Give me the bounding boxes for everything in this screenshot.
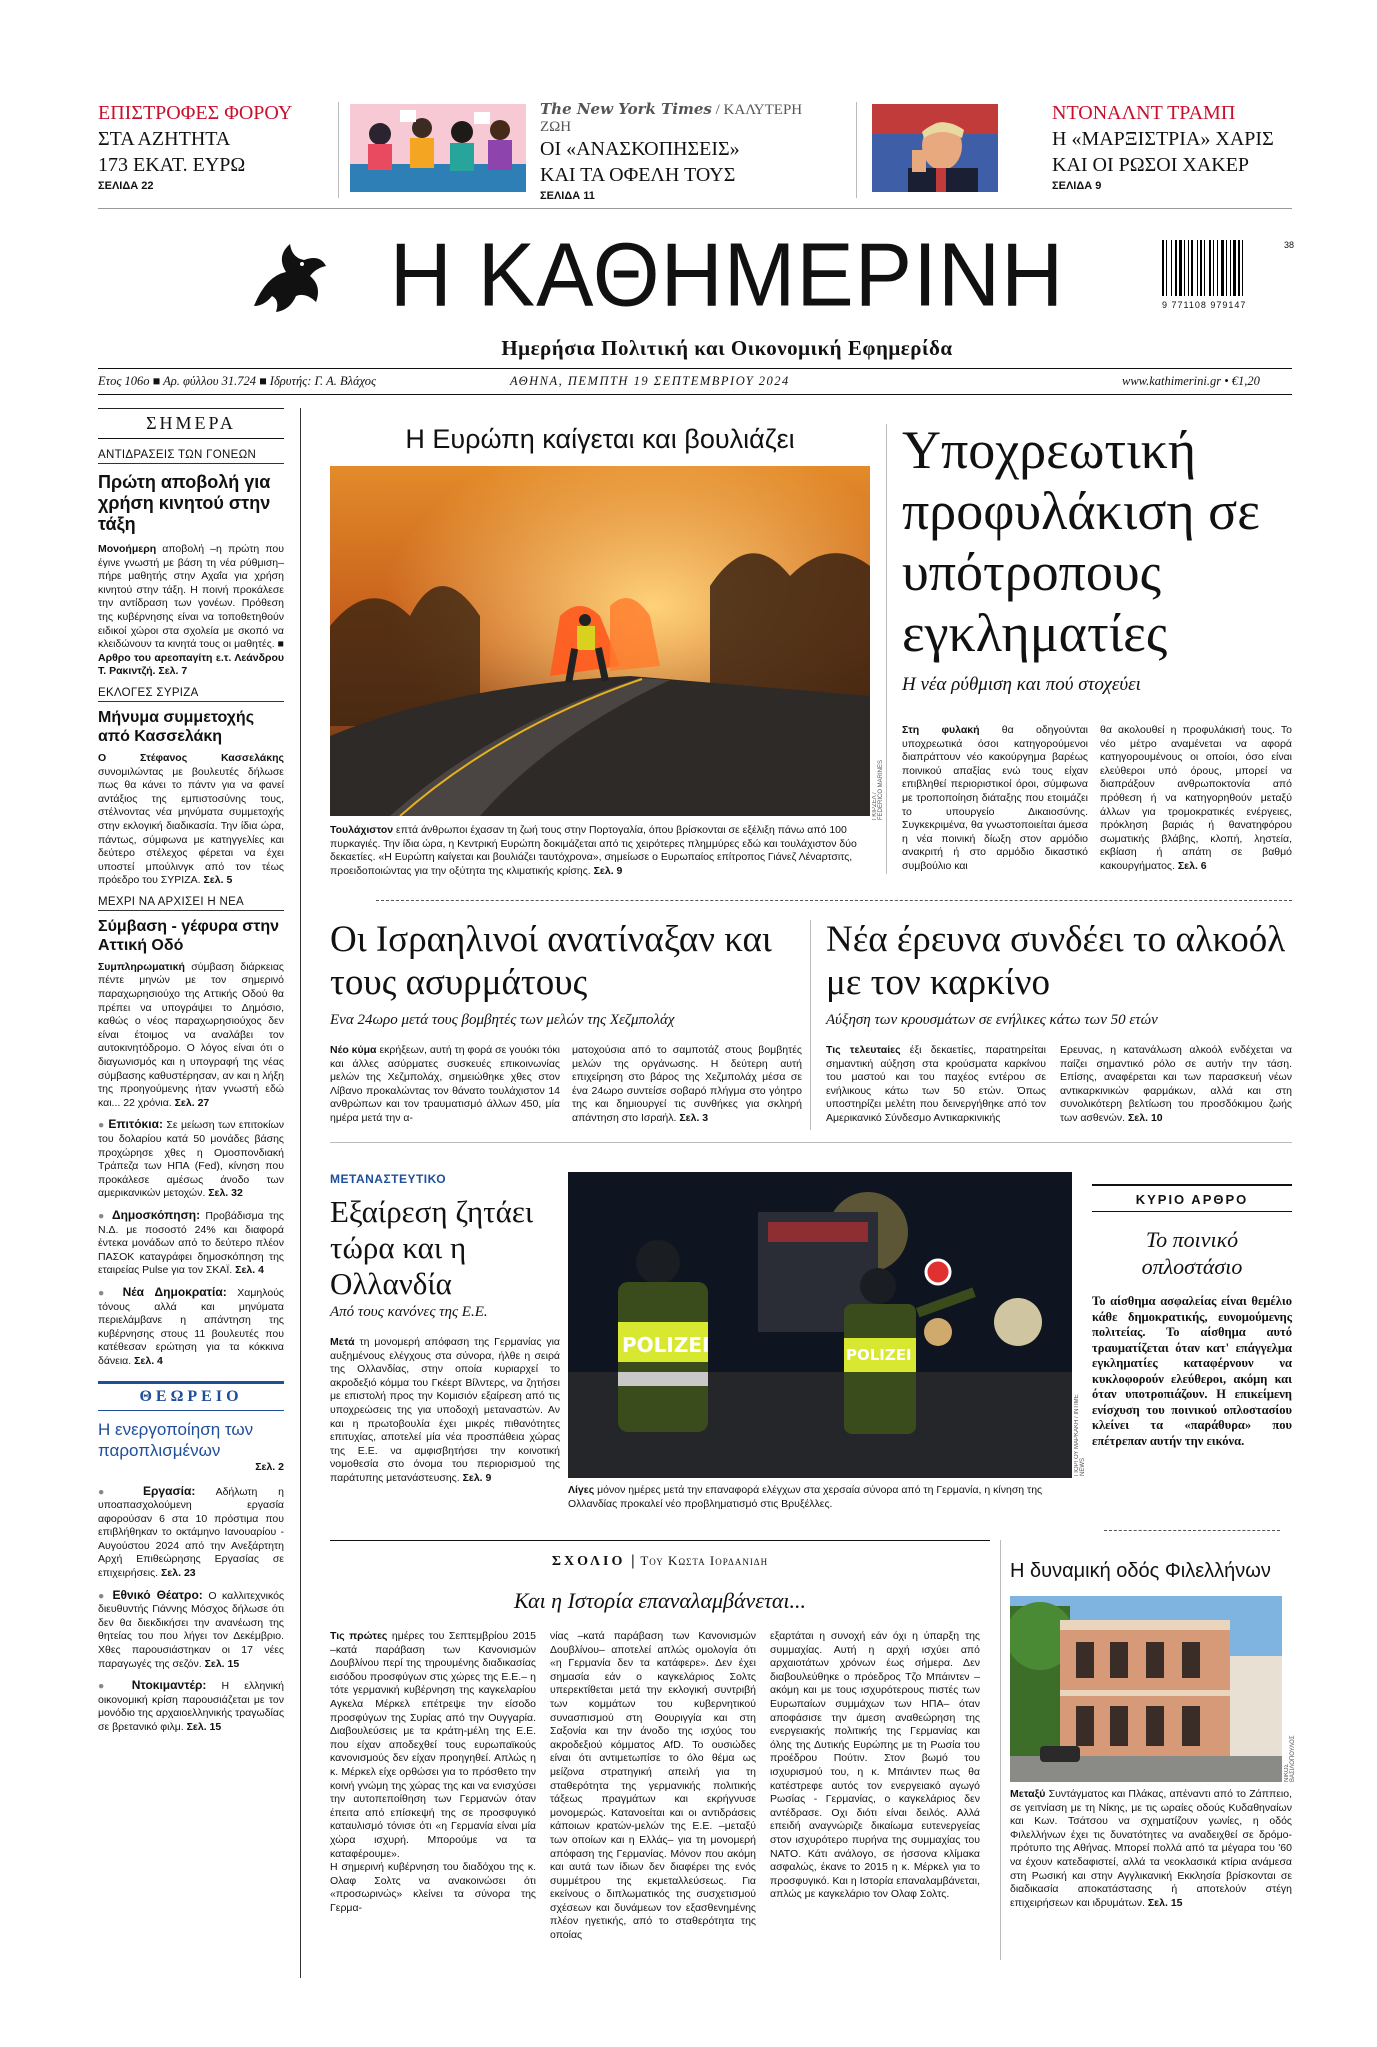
teaser-page: ΣΕΛΙΔΑ 11 <box>540 190 595 202</box>
col-lead: Μετά <box>330 1336 355 1348</box>
divider <box>98 208 1292 209</box>
barcode-bar <box>1213 240 1214 296</box>
col-text: τη μονομερή απόφαση της Γερμανίας για αυξημένους ελέγχους στα σύνορα, ήλθε η σειρά της Ολλανδίας, στην οποία κυριαρχεί το ακροδεξιό κόμμα του Γκέερτ Βίλντερς, να ζητήσει με επιστολή προς την Κομισιόν εξαίρεση από τις υποχρεώσεις της για υποδοχή μεταναστών. Αν και η πρωτοβουλία έχει μικρές πιθανότητες επιτυχίας, αποτελεί μία νέα προσπάθεια χώρας της Ε.Ε. να αμφισβητήσει την κοινοτική νομοθεσία στο όνομα του περιορισμού της παράτυπης μετανάστευσης. <box>330 1336 560 1484</box>
barcode-bar <box>1191 240 1193 296</box>
teaser-page: ΣΕΛΙΔΑ 9 <box>1052 180 1102 192</box>
col-ref: Σελ. 15 <box>1147 1896 1183 1909</box>
dashed-divider <box>1104 1530 1280 1531</box>
bullet-text: Χαμηλούς τόνους αλλά και μηνύματα περιελάμβανε η απάντηση της κυβέρνησης στους 11 βουλευτές που κατέθεσαν ερώτηση για τα κόκκινα δάνεια. <box>98 1286 284 1367</box>
bullet-text: Ο καλλιτεχνικός διευθυντής Γιάννης Μόσχος δήλωσε ότι δεν θα διεκδικήσει την ανανέωση της θητείας του που λήγει τον Δεκέμβριο. Χθες παρουσιάστηκαν οι 17 νέες παραγωγές της σεζόν. <box>98 1589 285 1670</box>
bullet-title: Εθνικό Θέατρο: <box>112 1587 203 1602</box>
photo-credit: ΝΙΚΟΣ ΒΑΣΙΛΟΠΟΥΛΟΣ <box>1284 1735 1296 1782</box>
barcode-bar <box>1175 240 1177 296</box>
bullet-text: Σε μείωση των επιτοκίων του δολαρίου κατά 50 μονάδες βάσης προχώρησε χθες η Ομοσπονδιακή Τράπεζα των ΗΠΑ (Fed), κίνηση που προκάλεσε αμέσως άνοδο των αμερικανικών μετοχών. <box>98 1119 285 1200</box>
left-item-text: συνομιλώντας με βουλευτές δήλωσε πως θα κάνει το πάντν για να φανεί αντάξιος της εμπιστοσύνης τους, στέλνοντας νέα μηνύματα συμμετοχής στην εκλογική διαδικασία. Την ίδια ώρα, πάντως, σύμφωνα με κατηγγελίες και δεύτερο στέλεχος φέρεται να έχει υποστεί μπούλινγκ από τον τέως πρόεδρο του ΣΥΡΙΖΑ. <box>98 765 284 887</box>
theoreio-title: Η ενεργοποίηση των παροπλισμένων <box>98 1419 254 1460</box>
teaser-line: 173 ΕΚΑΤ. ΕΥΡΩ <box>98 154 246 176</box>
left-item-lead: Ο Στέφανος Κασσελάκης <box>98 751 284 764</box>
barcode-bar <box>1238 240 1240 296</box>
fire-caption <box>330 824 870 878</box>
bullet-icon: ● <box>98 1119 105 1132</box>
left-item-title: Σύμβαση - γέφυρα στην Αττική Οδό <box>98 917 280 954</box>
divider <box>338 102 339 198</box>
col-text: Ερευνας, η κατανάλωση αλκοόλ ενδέχεται να παίζει σημαντικό ρόλο σε αυτήν την τάση. Επίσης, αναφέρεται και των παρασκευή νέων αντικαρκινικών φαρμάκων, αλλά και στη συνολικότερη βελτίωση του προσδόκιμου ζωής των ασθενών. <box>1060 1044 1292 1124</box>
police-caption <box>568 1484 1072 1511</box>
bullet-ref: Σελ. 4 <box>235 1264 264 1277</box>
bullet-ref: Σελ. 23 <box>161 1567 196 1580</box>
comment-heading: ΣΧΟΛΙΟ <box>551 1554 626 1569</box>
teaser-nyt[interactable] <box>540 100 830 202</box>
nyt-section: / ΚΑΛΥΤΕΡΗ ΖΩΗ <box>540 102 803 135</box>
israel-headline[interactable]: Οι Ισραηλινοί ανατίναξαν και τους ασυρμάτους <box>330 919 772 1003</box>
bullet-text: Αδήλωτη η υποαπασχολούμενη εργασία αφορούσαν 6 στα 10 πρόστιμα που επιβλήθηκαν το οκτάμηνο Ιανουαρίου - Αυγούστου 2024 από την Ανεξάρτητη Αρχή Επιθεώρησης Εργασίας σε επιχειρήσεις. <box>98 1485 285 1580</box>
masthead-title: Η ΚΑΘΗΜΕΡΙΝΗ <box>389 224 1065 326</box>
migration-body <box>330 1336 560 1486</box>
divider <box>856 102 857 198</box>
caption-text: επτά άνθρωποι έχασαν τη ζωή τους στην Πορτογαλία, όπου βρίσκονται σε εξέλιξη πάνω από 100 πυρκαγιές. Την ίδια ώρα, η Κεντρική Ευρώπη δοκιμάζεται από τις χειρότερες πλημμύρες εδώ και τουλάχιστον δύο δεκαετίες. «Η Ευρώπη καίγεται και βουλιάζει ταυτόχρονα», σημείωσε ο Ευρωπαίος επίτροπος Γιάνεζ Λέναρτσιτς, προειδοποιώντας για την οξύτητα της κλιματικής κρίσης. <box>330 824 857 877</box>
col-lead: Τις τελευταίες <box>826 1044 901 1056</box>
issue-date: ΑΘΗΝΑ, ΠΕΜΠΤΗ 19 ΣΕΠΤΕΜΒΡΙΟΥ 2024 <box>510 374 790 388</box>
dashed-divider <box>376 900 1292 901</box>
barcode-bar <box>1221 240 1224 296</box>
left-item-title: Πρώτη αποβολή για χρήση κινητού στην τάξη <box>98 472 271 534</box>
lead-headline[interactable]: Υποχρεωτική προφυλάκιση σε υπότροπους εγκληματίες <box>902 420 1260 663</box>
barcode-bar <box>1162 240 1164 296</box>
bullet-title: Δημοσκόπηση: <box>111 1207 201 1222</box>
bullet-item[interactable] <box>98 1286 284 1369</box>
bullet-ref: Σελ. 32 <box>208 1187 243 1200</box>
teaser-line: ΚΑΙ ΤΑ ΟΦΕΛΗ ΤΟΥΣ <box>540 164 736 186</box>
left-item-title: Μήνυμα συμμετοχής από Κασσελάκη <box>98 708 255 745</box>
teaser-kicker: ΕΠΙΣΤΡΟΦΕΣ ΦΟΡΟΥ <box>98 102 293 124</box>
teaser-portrait-image <box>872 104 998 192</box>
barcode-bar <box>1197 240 1198 296</box>
editorial-content <box>1092 1226 1292 1449</box>
col-text: Η σημερινή κυβέρνηση του διαδόχου της κ. Ολαφ Σολτς να ανακοινώσει ότι «προσωρινώς» κλείνει τα σύνορα της Γερμα- <box>330 1861 536 1914</box>
fire-photo <box>330 466 870 816</box>
barcode <box>1162 240 1295 320</box>
col-ref: Σελ. 3 <box>679 1111 709 1124</box>
lead-col-2 <box>1100 724 1292 874</box>
divider <box>330 1142 1292 1143</box>
today-heading: ΣΗΜΕΡΑ <box>98 413 284 439</box>
masthead-subtitle: Ημερήσια Πολιτική και Οικονομική Εφημερίδα <box>501 336 953 360</box>
bullet-title: Επιτόκια: <box>108 1117 163 1132</box>
col-lead: Στη φυλακή <box>902 724 980 736</box>
lead-deck: Η νέα ρύθμιση και πού στοχεύει <box>902 674 1141 695</box>
column-divider <box>886 424 887 874</box>
photo-credit: ΓΚΙΡΖΕΛ / FEDERICO MARINES <box>872 759 884 820</box>
barcode-top: 38 <box>1284 240 1295 250</box>
col-text: έξι δεκαετίες, παρατηρείται σημαντική αύξηση στα κρούσματα καρκίνου του μαστού και του παχέος εντέρου σε ενήλικους κάτω των 50 ετών. Όπως υποστηρίζει μελέτη που δεινεργήθηκε από τον Αμερικανικό Σύνδεσμο Αντικαρκινικής <box>826 1044 1046 1124</box>
lead-col-1 <box>902 724 1088 874</box>
editorial-title: Το ποινικό οπλοστάσιο <box>1141 1227 1243 1279</box>
filellinon-text <box>1010 1788 1292 1910</box>
col-ref: Σελ. 6 <box>1177 859 1207 872</box>
left-item-lead: Συμπληρωματική <box>98 960 185 973</box>
barcode-bar <box>1230 240 1231 296</box>
barcode-bar <box>1226 240 1227 296</box>
alcohol-col-1 <box>826 1044 1046 1126</box>
column-divider <box>1000 1540 1001 1960</box>
col-text: εκρήξεων, αυτή τη φορά σε γουόκι τόκι και άλλες ασύρματες συσκευές επικοινωνίας μελών της Χεζμπολάχ, σημειώθηκε χθες στον Λίβανο προκαλώντας τον θάνατο τουλάχιστον 14 ανθρώπων και τον τραυματισμό άλλων 450, μία ημέρα μετά την α- <box>330 1044 560 1124</box>
bullet-item[interactable] <box>98 1589 284 1672</box>
bullet-text: Προβάδισμα της Ν.Δ. με ποσοστό 24% και διαφορά έντεκα μονάδων από το δεύτερο πλέον ΠΑΣΟΚ καταγράφει δημοσκόπηση της εταιρείας Pulse για τον ΣΚΑΪ. <box>98 1209 284 1277</box>
left-item-ref: ■ Αρθρο του αρεοπαγίτη ε.τ. Λεάνδρου Τ. Ρακιντζή. Σελ. 7 <box>98 638 284 678</box>
editorial-text: Το αίσθημα ασφαλείας είναι θεμέλιο κάθε δημοκρατικής, ευνομούμενης πολιτείας. Το αίσθημα αυτό τραυματίζεται όταν κατ' επάγγελμα εγκληματίες καταφέρνουν να κυκλοφορούν ελεύθεροι, ακόμη και όταν υποτροπιάζουν. Η επικείμενη ενίσχυση του ποινικού οπλοστασίου κλείνει τα «παράθυρα» που επέτρεπαν αυτήν την εικόνα. <box>1092 1294 1292 1448</box>
barcode-number: 9 771108 979147 <box>1162 300 1247 310</box>
comment-col-3 <box>770 1630 980 1902</box>
issue-info: Ετος 106ο ■ Αρ. φύλλου 31.724 ■ Ιδρυτής: Γ. Α. Βλάχος <box>98 374 377 388</box>
bullet-item[interactable] <box>98 1679 284 1734</box>
left-item-text: σύμβαση διάρκειας πέντε μηνών με τον σημερινό παραχωρησιούχο της Αττικής Οδού θα πρέπει να υπογράψει το Δημόσιο, καθώς ο νέος παραχωρησιούχος δεν είναι έτοιμος να αναλάβει τον αυτοκινητόδρομο. Ο λόγος είναι ότι ο διαγωνισμός και η υπογραφή της νέας σύμβασης καθυστέρησαν, αν και η λήξη της προηγούμενης ήταν γνωστή εδώ και... 22 χρόνια. <box>98 960 284 1109</box>
left-item[interactable] <box>98 449 284 679</box>
col-lead: Νέο κύμα <box>330 1044 377 1056</box>
barcode-bar <box>1200 240 1202 296</box>
barcode-bar <box>1188 240 1189 296</box>
barcode-bar <box>1217 240 1218 296</box>
col-text: θα οδηγούνται υποχρεωτικά όσοι κατηγορούμενοι διαπράττουν νέο κακούργημα βαρέως ποινικού απαξίας ενώ τους είχαν επιβληθεί περιοριστικοί όροι, σύμφωνα με τροποποίηση διάταξης που ετοιμάζει το υπουργείο Δικαιοσύνης. Συγκεκριμένα, θα γνωστοποιείται άμεσα η νέα ποινική δίωξη στον αρμόδιο ανακριτή ή στο αρμόδιο δικαστικό συμβούλιο και <box>902 724 1088 872</box>
bullet-ref: Σελ. 15 <box>186 1721 222 1733</box>
street-photo <box>1010 1596 1282 1782</box>
teaser-tax[interactable] <box>98 100 328 192</box>
bullet-item[interactable] <box>98 1118 284 1201</box>
caption-text: μόνον ημέρες μετά την επαναφορά ελέγχων στα χερσαία σύνορα από τη Γερμανία, η κίνηση της Ολλανδίας προκαλεί νέο προβληματισμό στις Βρυξέλλες. <box>568 1484 1043 1510</box>
comment-col-2 <box>550 1630 756 1943</box>
bullet-ref: Σελ. 4 <box>134 1354 163 1367</box>
col-text: νίας –κατά παράβαση των Κανονισμών Δουβλίνου– αποτελεί απλώς ομολογία ότι «η Γερμανία δεν τα κατάφερε». Δεν έχει σημασία εάν ο καγκελάριος Σολτς υπερεκτίθεται μετά την εκλογική συντριβή των κομμάτων του κυβερνητικού συνασπισμού στη Θουριγγία και στη Σαξονία και την άνοδο της ισχύος του ακροδεξιού κόμματος AfD. Το ουσιώδες είναι ότι αντιμετωπίσε το όλο θέμα ως μείζονα στρατηγική απειλή για τη σταθερότητα της γερμανικής πολιτικής τάξεως πραγμάτων και εκρήγνυσε μονομερώς. Κατανοείται και οι αντιδράσεις κάποιων κρατών-μελών της Ε.Ε. –μεταξύ των οποίων και η Ελλάς– για τη μονομερή απόφαση της Γερμανίας. Μόνον που ακόμη και αυτά των ίδιων δεν διαφέρει της ενός συμμέτρου της εκμεταλλεύσεως. Για εκείνους ο διπλωματικός της συσχετισμού σχέσεων και δυνάμεων τον εξασθενημένης πλέον ηγετικής, από το σταθερότητα της οποίας <box>550 1630 756 1942</box>
barcode-bar <box>1179 240 1182 296</box>
bullet-text: Η ελληνική οικονομική κρίση παρουσιάζεται με τον μονόδιο της αρχαιοελληνικής τραγωδίας σε βρετανικό φιλμ. <box>98 1680 285 1733</box>
column-divider <box>810 920 811 1130</box>
theoreio-ref: Σελ. 2 <box>255 1460 284 1473</box>
alcohol-headline[interactable]: Νέα έρευνα συνδέει το αλκοόλ με τον καρκίνο <box>826 919 1286 1003</box>
bullet-icon: ● <box>98 1680 117 1693</box>
website-link[interactable]: www.kathimerini.gr • €1,20 <box>1122 374 1260 388</box>
col-text: θα ακολουθεί η προφυλάκισή τους. Το νέο μέτρο αναμένεται να αφορά κατηγορουμένους οι οποίοι, όσο είναι ελεύθεροι υπό όρους, μπορεί να διαπράξουν ανθρωποκτονία από πρόθεση ή να κατηγορηθούν μεταξύ άλλων για τρομοκρατικές ενέργειες, πρόκληση βαριάς ή θανατηφόρου σωματικής βλάβης, κλοπή, ληστεία, εκβίαση ή απάτη σε βαθμό κακουργήματος. <box>1100 724 1292 872</box>
police-photo <box>568 1172 1072 1478</box>
comment-title[interactable]: Και η Ιστορία επαναλαμβάνεται... <box>513 1588 807 1613</box>
barcode-bar <box>1166 240 1167 296</box>
israel-deck: Ενα 24ωρο μετά τους βομβητές των μελών της Χεζμπολάχ <box>330 1012 675 1028</box>
col-ref: Σελ. 9 <box>462 1471 492 1484</box>
migration-kicker: ΜΕΤΑΝΑΣΤΕΥΤΙΚΟ <box>330 1172 447 1186</box>
left-item-kicker: ΕΚΛΟΓΕΣ ΣΥΡΙΖΑ <box>98 687 284 702</box>
col-ref: Σελ. 10 <box>1127 1111 1163 1124</box>
barcode-bar <box>1209 240 1211 296</box>
caption-lead: Τουλάχιστον <box>330 824 394 836</box>
teaser-trump[interactable] <box>1052 100 1312 192</box>
theoreio-heading: ΘΕΩΡΕΙΟ <box>139 1387 243 1405</box>
comment-header: ΣΧΟΛΙΟ | Του Κωστα Ιορδανιδη <box>551 1553 769 1569</box>
bullet-icon: ● <box>98 1209 107 1222</box>
polizei-label-2: POLIZEI <box>846 1346 912 1364</box>
photo-credit: ΓΙΟΡΓΟΥ ΜΑΡΚΑΚΗ / INTIME NEWS <box>1074 1394 1086 1476</box>
caption-lead: Λίγες <box>568 1484 595 1496</box>
left-item-ref: Σελ. 5 <box>203 874 233 887</box>
theoreio-box[interactable] <box>98 1381 284 1411</box>
editorial-box[interactable] <box>1092 1184 1292 1212</box>
col-text: εξαρτάται η συνοχή εάν όχι η ύπαρξη της συμμαχίας. Αυτή η αρχή ισχύει από αρχαιοτάτων χρόνων έως σήμερα. Δεν διαβουλεύθηκε ο πρόεδρος Τζο Μπάιντεν –ακόμη και με τους ισχυρότερους πιστές των Ευρωπαίων συμμάχων των ΗΠΑ– όταν αποφάσισε την άμεση αναθεώρηση της ενεργειακής πολιτικής της Γερμανίας και όλης της Δυτικής Ευρώπης με τη Ρωσία του προέδρου Πούτιν. Στον βωμό του ισχυρισμού του, η κ. Μπάιντεν πως θα κατέστρεφε αυτός τον ενεργειακό αγωγό Ρωσίας - Γερμανίας, ο καγκελάριος δεν αντέδρασε. Οχι διότι είναι δειλός. Αλλά επειδή αναγνώριζε δικαίωμα ευτενεργείας στον ισχυρότερο πυρήνα της συμμαχίας του ΝΑΤΟ. Κάτι ανάλογο, σε ήσσονα κλίμακα ασφαλώς, έκανε το 2015 η κ. Μέρκελ για το προσφυγικό. Και η Ιστορία επαναλαμβάνεται, απλώς με καγκελάριο τον Ολαφ Σολτς. <box>770 1630 980 1901</box>
barcode-bar <box>1184 240 1185 296</box>
left-item-kicker: ΜΕΧΡΙ ΝΑ ΑΡΧΙΣΕΙ Η ΝΕΑ <box>98 896 284 911</box>
migration-deck: Από τους κανόνες της Ε.Ε. <box>330 1304 488 1320</box>
barcode-bar <box>1171 240 1172 296</box>
caption-ref: Σελ. 9 <box>593 864 623 877</box>
left-column <box>98 408 284 1735</box>
comment-col-1 <box>330 1630 536 1915</box>
col-text: ημέρες του Σεπτεμβρίου 2015 –κατά παράβαση των Κανονισμών Δουβλίνου περί της τηρουμένης διαδικασίας εισόδου προσφύγων στις χώρες της Ε.Ε.– η τότε γερμανική κυβέρνηση της καγκελαρίου Αγκελα Μέρκελ επέτρεψε την είσοδο προσφύγων της Συρίας από την Ουγγαρία. Διαβουλεύσεις με τα κράτη-μέλη της Ε.Ε. που είχαν αποδεχθεί τους ευρωπαϊκούς κανονισμούς δεν είχαν προηγηθεί. Απλώς η κ. Μέρκελ είχε ορθώσει για το πρόσθετο την κοινή γνώμη της χώρας της και να ενισχύσει την αυτοπεποίθηση των Γερμανών όταν έπειτα από επίσκεψή της σε προσφυγικό καταυλισμό τόνισε ότι «η Γερμανία είναι μία χώρα ισχυρή. Μπορούμε να τα καταφέρουμε». <box>330 1630 536 1860</box>
col-text: Συντάγματος και Πλάκας, απέναντι από το Ζάππειο, σε γειτνίαση με τη Νίκης, με τις ωραίες οδούς Κυδαθηναίων και Κων. Τσάτσου να σχηματίζουν γωνίες, η οδός Φιλελλήνων έχει τις δυνατότητες να αναδειχθεί σε δρόμο-πρότυπο της Αθήνας. Μπορεί πολλά από τα μέγαρα του '60 να έχουν κατεδαφιστεί, αλλά τα νεοκλασικά κτίρια ανάμεσα στη Ρωσική και στην Αγγλικανική Εκκλησία βρίσκονται σε διαδικασία αποκατάστασης ή αποτελούν στέγη επιχειρήσεων και ιδρυμάτων. <box>1010 1788 1292 1909</box>
divider <box>330 1540 990 1541</box>
teaser-line: Η «ΜΑΡΞΙΣΤΡΙΑ» ΧΑΡΙΣ <box>1052 128 1274 150</box>
bullet-item[interactable] <box>98 1485 284 1581</box>
bullet-icon: ● <box>98 1485 123 1498</box>
bullet-item[interactable] <box>98 1209 284 1278</box>
bullet-ref: Σελ. 15 <box>204 1657 240 1670</box>
left-item-text: αποβολή –η πρώτη που έγινε γνωστή με βάση τη νέα ρύθμιση– πήρε μαθητής στην Αχαΐα για χρήση κινητού στην τάξη. Η ποινή προκάλεσε την αντίδραση των γονέων. Πρόθεση της κυβέρνησης είναι να τοποθετηθούν ειδικοί χώροι στα σχολεία με σκοπό να κλειδώνουν τα κινητά τους οι μαθητές. <box>98 543 284 651</box>
barcode-bar <box>1204 240 1205 296</box>
teaser-line: ΚΑΙ ΟΙ ΡΩΣΟΙ ΧΑΚΕΡ <box>1052 154 1250 176</box>
israel-col-1 <box>330 1044 560 1126</box>
left-item[interactable] <box>98 687 284 888</box>
col-text: ματοχούσια από το σαμποτάζ στους βομβητές μελών της οργάνωσης. Η δεύτερη αυτή επιχείρηση στο βάρος της Χεζμπολάχ μέσα σε ένα 24ωρο συντείσε σοβαρό πλήγμα στο γόητρο της και δημιουργεί τις συνθήκες για σκληρή απάντηση στο Ισραήλ. <box>572 1044 802 1124</box>
left-item-lead: Μονοήμερη <box>98 543 157 555</box>
alcohol-deck: Αύξηση των κρουσμάτων σε ενήλικες κάτω των 50 ετών <box>826 1012 1158 1028</box>
left-item-kicker: ΑΝΤΙΔΡΑΣΕΙΣ ΤΩΝ ΓΟΝΕΩΝ <box>98 449 284 464</box>
col-lead: Μεταξύ <box>1010 1788 1046 1800</box>
nyt-brand: The New York Times <box>540 100 712 118</box>
teaser-illustration-image <box>350 104 526 192</box>
bullet-icon: ● <box>98 1589 107 1602</box>
bullet-title: Νέα Δημοκρατία: <box>122 1284 227 1299</box>
divider <box>98 368 1292 369</box>
teaser-page: ΣΕΛΙΔΑ 22 <box>98 180 154 192</box>
teaser-line: ΣΤΑ ΑΖΗΤΗΤΑ <box>98 128 231 150</box>
griffin-logo-icon <box>246 236 332 316</box>
left-item-ref: Σελ. 27 <box>174 1096 210 1109</box>
column-divider <box>300 408 301 1978</box>
editorial-heading: ΚΥΡΙΟ ΑΡΘΡΟ <box>1135 1192 1249 1207</box>
polizei-label-1: POLIZEI <box>622 1333 710 1357</box>
barcode-bar <box>1242 240 1243 296</box>
left-item[interactable] <box>98 896 284 1111</box>
teaser-kicker: ΝΤΟΝΑΛΝΤ ΤΡΑΜΠ <box>1052 102 1236 124</box>
teaser-line: ΟΙ «ΑΝΑΣΚΟΠΗΣΕΙΣ» <box>540 138 740 160</box>
israel-col-2 <box>572 1044 802 1126</box>
col-lead: Τις πρώτες <box>330 1630 388 1642</box>
bullet-title: Εργασία: <box>142 1483 196 1498</box>
alcohol-col-2 <box>1060 1044 1292 1126</box>
barcode-bars <box>1162 240 1280 296</box>
comment-author: Του Κωστα Ιορδανιδη <box>640 1553 769 1568</box>
bullet-title: Ντοκιμαντέρ: <box>131 1678 207 1693</box>
divider <box>98 394 1292 395</box>
bullet-icon: ● <box>98 1286 112 1299</box>
filellinon-headline[interactable]: Η δυναμική οδός Φιλελλήνων <box>1010 1560 1271 1582</box>
barcode-bar <box>1233 240 1236 296</box>
fire-headline[interactable]: Η Ευρώπη καίγεται και βουλιάζει <box>405 424 795 454</box>
migration-headline[interactable]: Εξαίρεση ζητάει τώρα και η Ολλανδία <box>330 1194 534 1301</box>
